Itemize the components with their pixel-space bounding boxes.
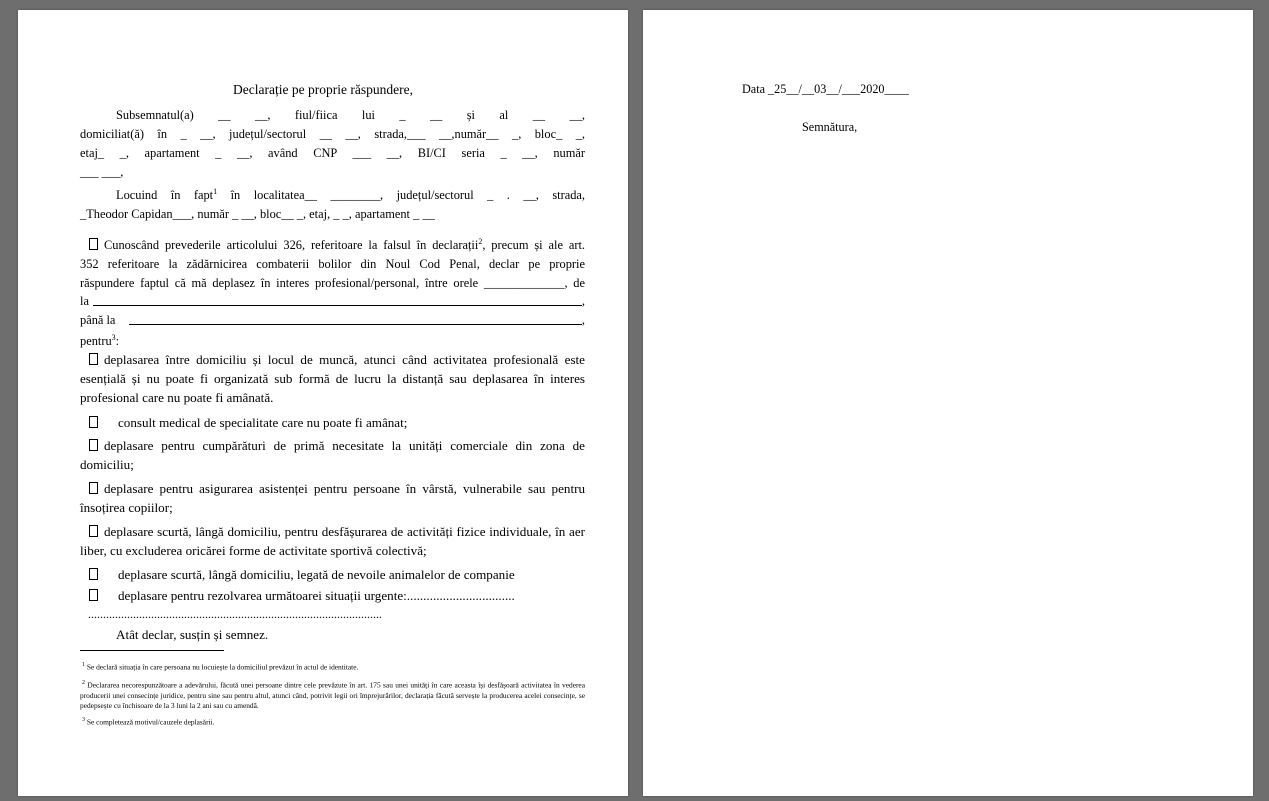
footnote-2: [80, 678, 585, 712]
closing-statement: Atât declar, susțin și semnez.: [116, 627, 269, 642]
document-page-2: [643, 10, 1253, 796]
checkbox-icon[interactable]: [89, 525, 98, 537]
option-shopping[interactable]: [80, 436, 585, 474]
document-title: Declarație pe proprie răspundere,: [233, 82, 413, 97]
declaration-hours-label: răspundere faptul că mă deplasez în interes profesional/personal, între orele: [80, 276, 484, 291]
identity-line-2: domiciliat(ă) în _ __, județul/sectorul __ __, strada,___ __,număr__ _, bloc_ _,: [80, 127, 585, 141]
to-field[interactable]: [129, 312, 581, 325]
residence-line-1-rest: în localitatea__ ________, județul/sectorul _ . __, strada,: [217, 188, 586, 203]
footnote-ref-1: 1: [213, 187, 218, 196]
option-label: deplasare scurtă, lângă domiciliu, legată de nevoile animalelor de companie: [118, 567, 515, 582]
option-label: deplasare pentru asigurarea asistenței pentru persoane în vârstă, vulnerabile sau pentru însoțirea copiilor;: [80, 481, 585, 515]
urgent-dots[interactable]: ..................................................................................................: [88, 607, 382, 621]
identity-section: [80, 106, 585, 182]
options-list: [80, 350, 585, 644]
checkbox-icon[interactable]: [89, 416, 98, 428]
residence-label: Locuind în fapt: [116, 188, 214, 203]
footnote-1-text: Se declară situația în care persoana nu locuiește la domiciliul prevăzut în actul de identitate.: [86, 662, 359, 672]
checkbox-icon[interactable]: [89, 238, 98, 250]
footnote-3-number: 3: [82, 716, 85, 723]
footnote-3-text: Se completează motivul/cauzele deplasării.: [86, 717, 215, 727]
from-label: la: [80, 294, 89, 309]
footnote-ref-2: 2: [478, 237, 483, 246]
footnote-1: [80, 660, 585, 673]
declaration-line-1: [80, 232, 585, 255]
footnote-separator: [80, 650, 224, 651]
declaration-text-a: Cunoscând prevederile articolului 326, referitoare la falsul în declarații: [104, 238, 479, 253]
hours-field[interactable]: _____________: [483, 276, 565, 291]
checkbox-icon[interactable]: [89, 482, 98, 494]
option-label: deplasarea între domiciliu și locul de muncă, atunci când activitatea profesională este esențială și nu poate fi organizată sub formă de lucru la distanță sau deplasarea în interes profesional care nu poate fi amânată.: [80, 352, 585, 405]
option-medical[interactable]: [80, 413, 585, 432]
signature-label: Semnătura,: [802, 120, 858, 134]
declaration-line-3: [80, 274, 585, 293]
footnote-2-text: Declararea necorespunzătoare a adevărului, făcută unei persoane dintre cele prevăzute în art. 175 sau unei unități în care aceasta își desfășoară activitatea în vederea producerii unei consecințe juridice, pentru sine sau pentru altul, atunci când, potrivit legii ori împrejurărilor, declarația făcută servește la producerea acelei consecințe, se pedepsește cu închisoare de la 3 luni la 2 ani sau cu amendă.: [80, 680, 585, 711]
option-work[interactable]: [80, 350, 585, 407]
declaration-text-b: , precum și ale art.: [482, 238, 585, 253]
footnote-ref-3: 3: [111, 333, 116, 343]
identity-line-4: ___ ___,: [80, 165, 124, 179]
from-row: la ,: [80, 294, 585, 309]
declaration-section: [80, 232, 585, 350]
checkbox-icon[interactable]: [89, 589, 98, 601]
residence-section: [80, 182, 585, 224]
option-exercise[interactable]: [80, 522, 585, 560]
from-field[interactable]: [93, 293, 582, 306]
option-assistance[interactable]: [80, 479, 585, 517]
option-label: deplasare pentru rezolvarea următoarei situații urgente:.................................: [118, 588, 515, 603]
checkbox-icon[interactable]: [89, 353, 98, 365]
checkbox-icon[interactable]: [89, 439, 98, 451]
to-label: până la: [80, 313, 116, 328]
purpose-colon: :: [115, 334, 120, 349]
purpose-row: [80, 329, 585, 350]
footnote-3: [80, 715, 585, 728]
document-page-1: [18, 10, 628, 796]
option-label: consult medical de specialitate care nu poate fi amânat;: [118, 415, 408, 430]
checkbox-icon[interactable]: [89, 568, 98, 580]
date-field[interactable]: Data _25__/__03__/___2020____: [742, 82, 909, 96]
footnote-1-number: 1: [82, 662, 85, 668]
option-label: deplasare pentru cumpărături de primă necesitate la unități comerciale din zona de domiciliu;: [80, 438, 585, 472]
to-row: până la ,: [80, 313, 585, 328]
option-urgent[interactable]: [80, 586, 585, 605]
purpose-label: pentru: [80, 334, 112, 349]
option-pets[interactable]: [80, 565, 585, 584]
identity-line-3: etaj_ _, apartament _ __, având CNP ___ __, BI/CI seria _ __, număr: [80, 146, 585, 160]
footnotes: [80, 660, 585, 728]
declaration-line-2: 352 referitoare la zădărnicirea combaterii bolilor din Noul Cod Penal, declar pe proprie: [80, 257, 585, 272]
option-label: deplasare scurtă, lângă domiciliu, pentru desfășurarea de activități fizice individuale, în aer liber, cu excluderea oricărei forme de activitate sportivă colectivă;: [80, 524, 585, 558]
identity-line-1: Subsemnatul(a) __ __, fiul/fiica lui _ __ și al __ __,: [116, 108, 585, 122]
footnote-2-number: 2: [82, 679, 85, 686]
residence-line-1: [80, 182, 585, 205]
residence-line-2: _Theodor Capidan___, număr _ __, bloc__ _, etaj, _ _, apartament _ __: [80, 207, 435, 222]
declaration-de-label: , de: [564, 276, 585, 291]
